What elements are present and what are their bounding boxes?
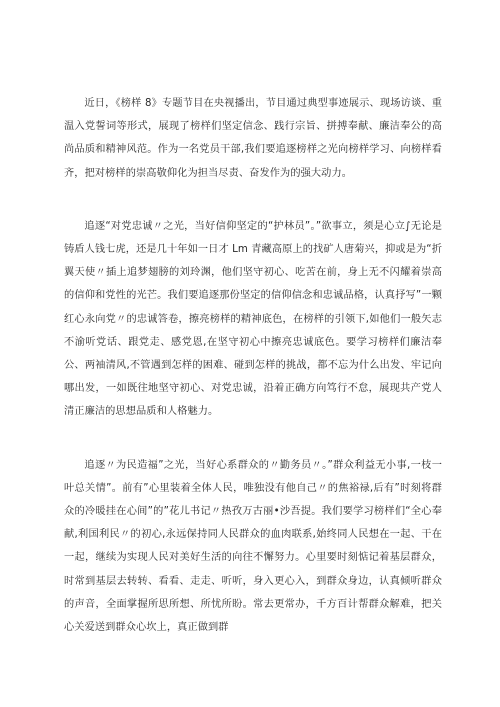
paragraph-intro: 近日，《榜样 8》专题节目在央视播出，节目通过典型事迹展示、现场访谈、重温入党誓词等形式，展现了榜样们坚定信念、践行宗旨、拼搏奉献、廉洁奉公的高尚品质和精神风范。作为一名党员干部,我们要追逐榜样之光向榜样学习、向榜样看齐，把对榜样的崇高敬仰化为担当尽责、奋发作为的强大动力。 xyxy=(64,98,442,179)
paragraph-loyalty: 追逐“对党忠诚〃之光，当好信仰坚定的“护林员”。”欲事立，须是心立∫无论是铸盾人钱七虎，还是几十年如一日才 Lm 青藏高原上的找矿人唐菊兴，抑或是为“折翼天使〃插上追梦翅膀的刘玲渊，他们坚守初心、吃苦在前，身上无不闪耀着崇高的信仰和党性的光芒。我们要追逐那份坚定的信仰信念和忠诚品格，认真抒写”一颗红心永向党〃的忠诚答卷，擦亮榜样的精神底色，在榜样的引领下,如他们一般矢志不渝听党话、跟党走、感党恩,在坚守初心中擦亮忠诚底色。要学习榜样们廉洁奉公、两袖清风,不管遇到怎样的困难、碰到怎样的挑战，都不忘为什么出发、牢记向哪出发，一如既往地坚守初心、对党忠诚，沿着正确方向笃行不怠，展现共产党人清正廉洁的思想品质和人格魅力。 xyxy=(64,220,442,418)
paragraph-people: 追逐〃为民造福”之光，当好心系群众的〃勤务员〃。”群众利益无小事,一枝一叶总关情”。前有”心里装着全体人民，唯独没有他自己〃的焦裕禄,后有”时刻将群众的冷暖挂在心间”的”花儿书记〃热孜万古丽•沙吾提。我们要学习榜样们“全心奉献,利国利民〃的初心,永远保持同人民群众的血肉联系,始终同人民想在一起、干在一起，继续为实现人民对美好生活的向往不懈努力。心里要时刻惦记着基层群众，时常到基层去转转、看看、走走、听听，身入更心入，到群众身边，认真倾听群众的声音，全面掌握所思所想、所忧所盼。常去更常办，千方百计帮群众解难，把关心关爱送到群众心坎上，真正做到群 xyxy=(64,459,442,634)
